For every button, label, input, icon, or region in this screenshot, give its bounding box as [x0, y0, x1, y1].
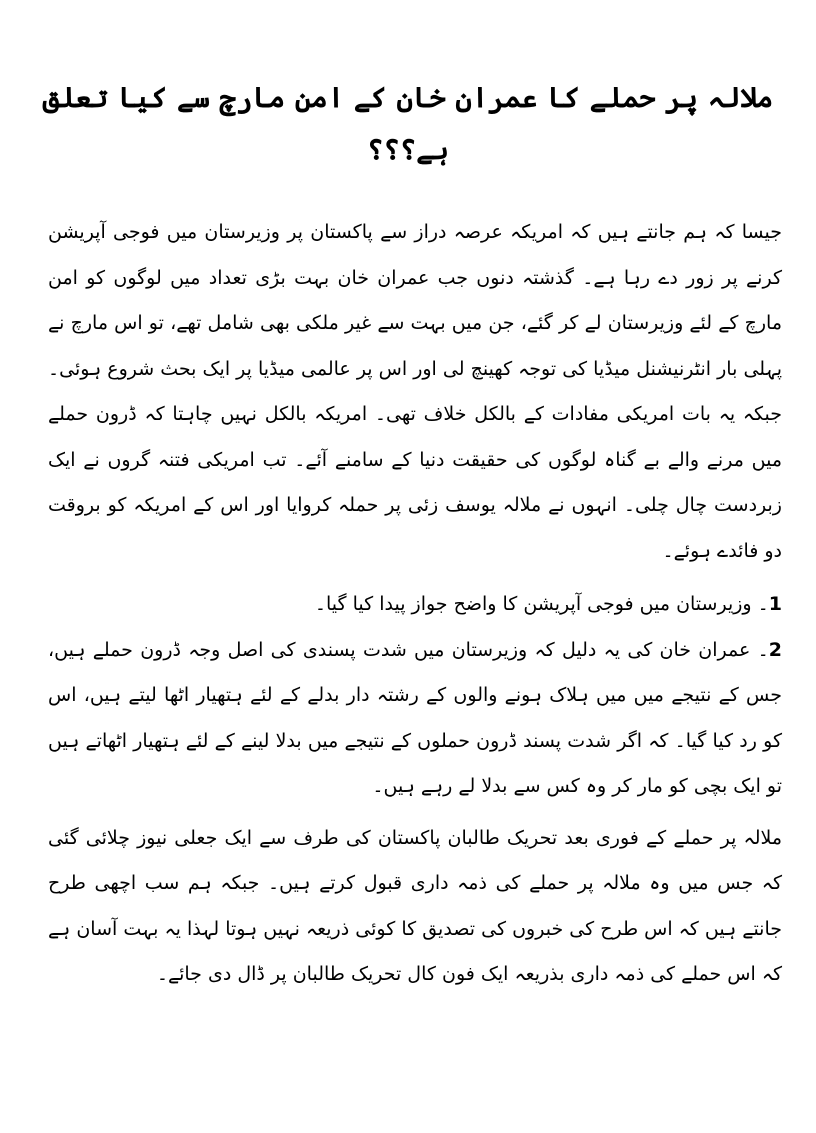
point-2 — [48, 628, 782, 810]
point-1 — [48, 582, 782, 628]
article-body — [48, 210, 782, 998]
page-title: ملالہ پر حملے کا عمران خان کے امن مارچ سے کیا تعلق ہے؟؟؟ — [42, 81, 774, 166]
point-text: ۔ عمران خان کی یہ دلیل کہ وزیرستان میں شدت پسندی کی اصل وجہ ڈرون حملے ہیں، جس کے نتیجے میں میں ہلاک ہونے والوں کے رشتہ دار بدلے کے لئے ہتھیار اٹھا لیتے ہیں، اس کو رد کیا گیا۔ کہ اگر شدت پسند ڈرون حملوں کے نتیجے میں بدلا لینے کے لئے ہتھیار اٹھاتے ہیں تو ایک بچی کو مار کر وہ کس سے بدلا لے رہے ہیں۔ — [48, 638, 782, 797]
point-text: ۔ وزیرستان میں فوجی آپریشن کا واضح جواز پیدا کیا گیا۔ — [314, 593, 769, 615]
point-number: 2 — [768, 638, 782, 661]
closing-paragraph: ملالہ پر حملے کے فوری بعد تحریک طالبان پاکستان کی طرف سے ایک جعلی نیوز چلائی گئی کہ جس میں وہ ملالہ پر حملے کی ذمہ داری قبول کرتے ہیں۔ جبکہ ہم سب اچھی طرح جانتے ہیں کہ اس طرح کی خبروں کی تصدیق کا کوئی ذریعہ نہیں ہوتا لہذا یہ بہت آسان ہے کہ اس حملے کی ذمہ داری بذریعہ ایک فون کال تحریک طالبان پر ڈال دی جائے۔ — [48, 826, 782, 985]
point-number: 1 — [768, 593, 782, 615]
intro-paragraph: جیسا کہ ہم جانتے ہیں کہ امریکہ عرصہ دراز سے پاکستان پر وزیرستان میں فوجی آپریشن کرنے پر زور دے رہا ہے۔ گذشتہ دنوں جب عمران خان بہت بڑی تعداد میں لوگوں کو امن مارچ کے لئے وزیرستان لے کر گئے، جن میں بہت سے غیر ملکی بھی شامل تھے، تو اس مارچ نے پہلی بار انٹرنیشنل میڈیا کی توجہ کھینچ لی اور اس پر عالمی میڈیا پر ایک بحث شروع ہوئی۔ جبکہ یہ بات امریکی مفادات کے بالکل خلاف تھی۔ امریکہ بالکل نہیں چاہتا کہ ڈرون حملے میں مرنے والے بے گناہ لوگوں کی حقیقت دنیا کے سامنے آئے۔ تب امریکی فتنہ گروں نے ایک زبردست چال چلی۔ انہوں نے ملالہ یوسف زئی پر حملہ کروایا اور اس کے امریکہ کو بروقت دو فائدے ہوئے۔ — [48, 221, 782, 562]
